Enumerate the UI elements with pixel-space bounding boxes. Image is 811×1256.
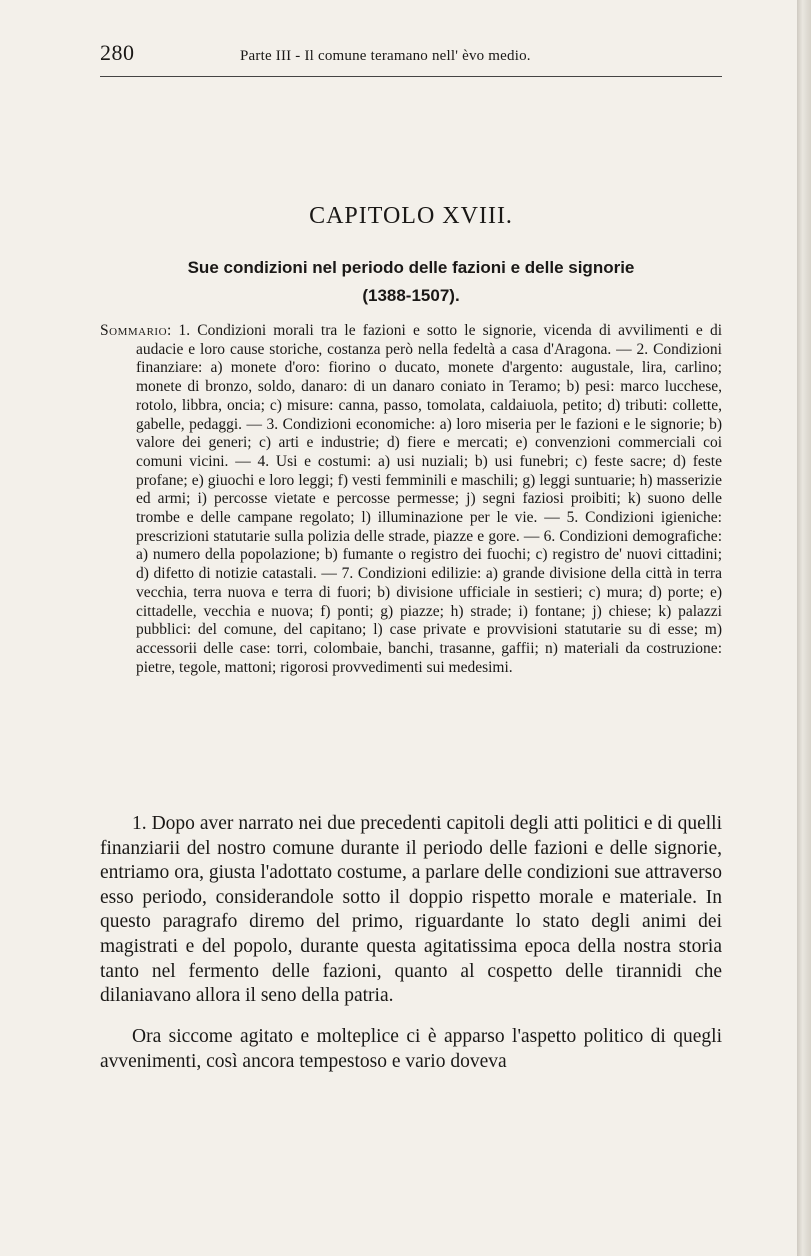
page-number: 280: [100, 40, 135, 65]
chapter-summary: [100, 322, 722, 677]
chapter-title: CAPITOLO XVIII.: [309, 203, 513, 229]
chapter-subtitle: [100, 254, 722, 310]
body-paragraph: Ora siccome agitato e molteplice ci è apparso l'aspetto politico di quegli avvenimenti, così ancora tempestoso e vario doveva: [100, 1026, 722, 1072]
chapter-date-range: (1388-1507).: [362, 286, 460, 305]
chapter-subtitle-line: Sue condizioni nel periodo delle fazioni e delle signorie: [187, 258, 635, 277]
running-title: Parte III - Il comune teramano nell' èvo medio.: [240, 48, 531, 64]
running-head: [100, 40, 722, 70]
summary-label: Sommario: [100, 322, 168, 339]
body-paragraph: 1. Dopo aver narrato nei due precedenti capitoli degli atti politici e di quelli finanziarii del nostro comune durante il periodo delle fazioni e delle signorie, entriamo ora, giusta l'adottato costume, a parlare delle condizioni sue attraverso esso periodo, considerandole sotto il doppio rispetto morale e materiale. In questo paragrafo diremo del primo, riguardante lo stato degli animi dei magistrati e del popolo, durante questa agitatissima epoca della nostra storia tanto nel fermento delle fazioni, quanto al cospetto delle tirannidi che dilaniavano allora il seno della patria.: [100, 813, 722, 1007]
page-edge: [797, 0, 811, 1256]
summary-text: : 1. Condizioni morali tra le fazioni e sotto le signorie, vicenda di avvilimenti e di audacie e loro cause storiche, costanza però nella fedeltà a casa d'Aragona. — 2. Condizioni finanziare: a) monete d'oro: fiorino o ducato, monete d'argento: augustale, lira, carlino; monete di bronzo, soldo, danaro: di un danaro coniato in Teramo; b) pesi: marco lucchese, rotolo, libbra, oncia; c) misure: canna, passo, tomolata, caldaiuola, petito; d) tributi: collette, gabelle, pedaggi. — 3. Condizioni economiche: a) loro miseria per le fazioni e le signorie; b) valore dei generi; c) arti e industrie; d) fiere e mercati; e) convenzioni commerciali coi comuni vicini. — 4. Usi e costumi: a) usi nuziali; b) usi funebri; c) feste sacre; d) feste profane; e) giuochi e loro leggi; f) vesti femminili e maschili; g) leggi suntuarie; h) masserizie ed armi; i) percosse vietate e percosse permesse; j) segni faziosi proibiti; k) suono delle trombe e delle campane regolato; l) illuminazione per le vie. — 5. Condizioni igieniche: prescrizioni statutarie sulla polizia delle strade, piazze e gore. — 6. Condizioni demografiche: a) numero della popolazione; b) fumante o registro dei fuochi; c) registro de' nuovi cittadini; d) difetto di notizie catastali. — 7. Condizioni edilizie: a) grande divisione della città in terra vecchia, terra nuova e terra di fuori; b) divisione ufficiale in sestieri; c) mura; d) porte; e) cittadelle, vecchia e nuova; f) ponti; g) piazze; h) strade; i) fontane; j) chiese; k) palazzi pubblici: del comune, del capitano; l) case private e provvisioni statutarie su di esse; m) accessorii delle case: torri, colombaie, banchi, trasanne, gaffii; n) materiali da costruzione: pietre, tegole, mattoni; rigorosi provvedimenti sui medesimi.: [136, 322, 722, 676]
header-rule: [100, 76, 722, 77]
